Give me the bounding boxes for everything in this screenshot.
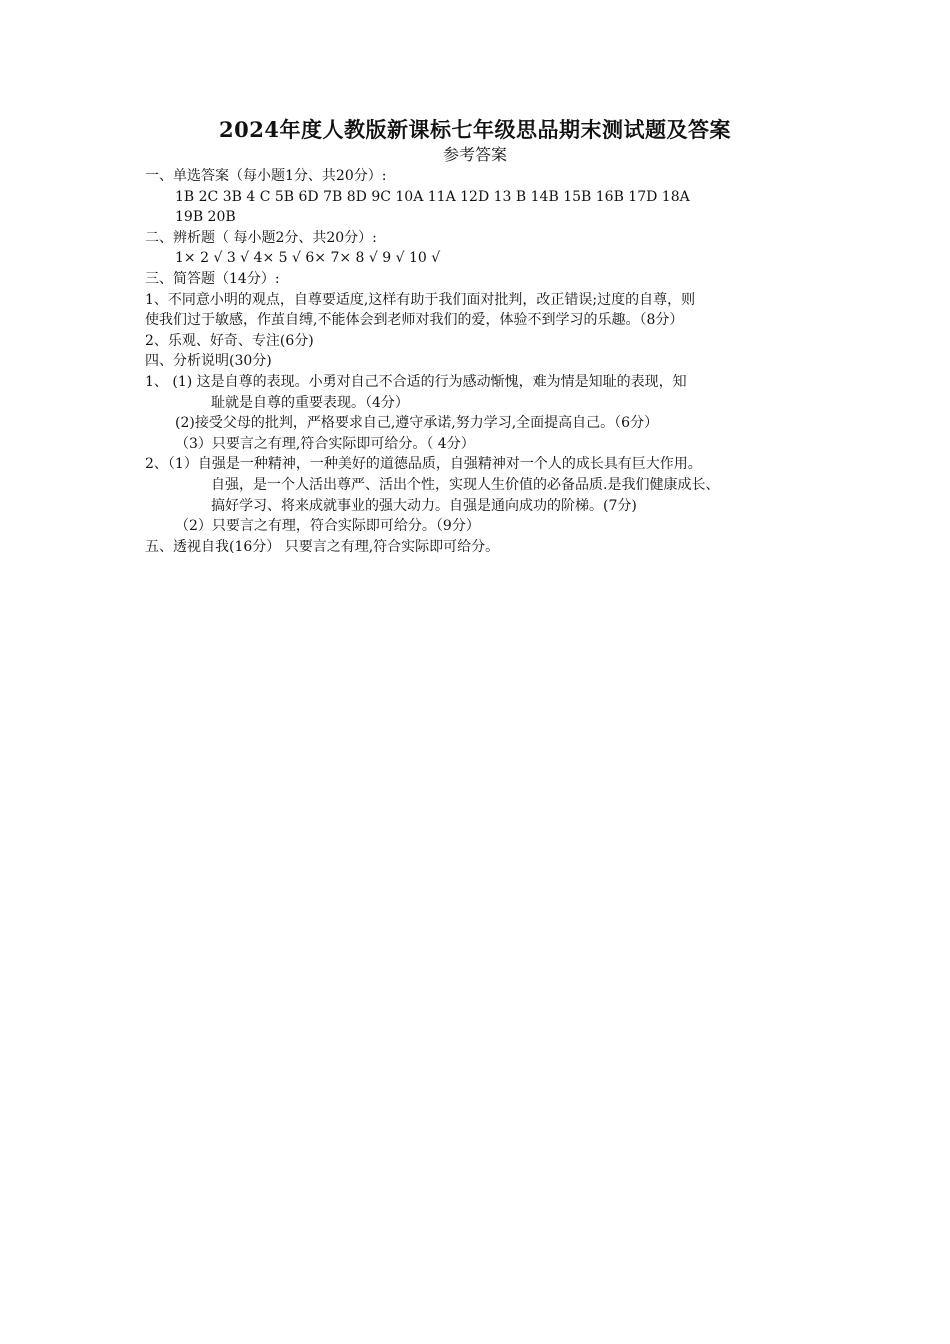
section-4-q2-line-3: 搞好学习、将来成就事业的强大动力。自强是通向成功的阶梯。(7分): [211, 497, 637, 514]
document-title: 2024年度人教版新课标七年级思品期末测试题及答案: [219, 117, 731, 142]
section-5-heading: 五、透视自我(16分） 只要言之有理,符合实际即可给分。: [145, 538, 500, 555]
answer-content: [145, 166, 825, 557]
section-2-heading: 二、辨析题（ 每小题2分、共20分）:: [145, 229, 377, 246]
section-4-q1-line-2: 耻就是自尊的重要表现。（4分）: [211, 394, 409, 411]
section-2-answers: 1× 2 √ 3 √ 4× 5 √ 6× 7× 8 √ 9 √ 10 √: [175, 250, 441, 267]
section-4-q2-line-1: 2、（1）自强是一种精神，一种美好的道德品质，自强精神对一个人的成长具有巨大作用。: [145, 456, 702, 473]
section-1-answers-line-1: 1B 2C 3B 4 C 5B 6D 7B 8D 9C 10A 11A 12D 13 B 14B 15B 16B 17D 18A: [175, 188, 690, 205]
section-1-heading: 一、单选答案（每小题1分、共20分）:: [145, 168, 387, 184]
section-4-q2-part-2: （2）只要言之有理，符合实际即可给分。（9分）: [175, 518, 480, 535]
section-4-q1-part-3: （3）只要言之有理,符合实际即可给分。（ 4分）: [175, 435, 475, 452]
section-3-q1-line-1: 1、不同意小明的观点，自尊要适度,这样有助于我们面对批判，改正错误;过度的自尊，则: [145, 291, 696, 308]
section-3-q1-line-2: 使我们过于敏感，作茧自缚,不能体会到老师对我们的爱，体验不到学习的乐趣。（8分）: [145, 312, 684, 329]
section-4-q2-line-2: 自强，是一个人活出尊严、活出个性，实现人生价值的必备品质.是我们健康成长、: [211, 476, 720, 493]
section-4-heading: 四、分析说明(30分): [145, 353, 272, 370]
section-4-q1-part-2: (2)接受父母的批判，严格要求自己,遵守承诺,努力学习,全面提高自己。（6分）: [175, 415, 659, 432]
section-3-q2: 2、乐观、好奇、专注(6分): [145, 332, 314, 349]
document-subtitle: 参考答案: [442, 145, 507, 164]
section-3-heading: 三、简答题（14分）:: [145, 270, 280, 287]
section-4-q1-line-1: 1、 (1) 这是自尊的表现。小勇对自己不合适的行为感动惭愧，难为情是知耻的表现，知: [145, 373, 687, 390]
section-1-answers-line-2: 19B 20B: [175, 209, 236, 226]
